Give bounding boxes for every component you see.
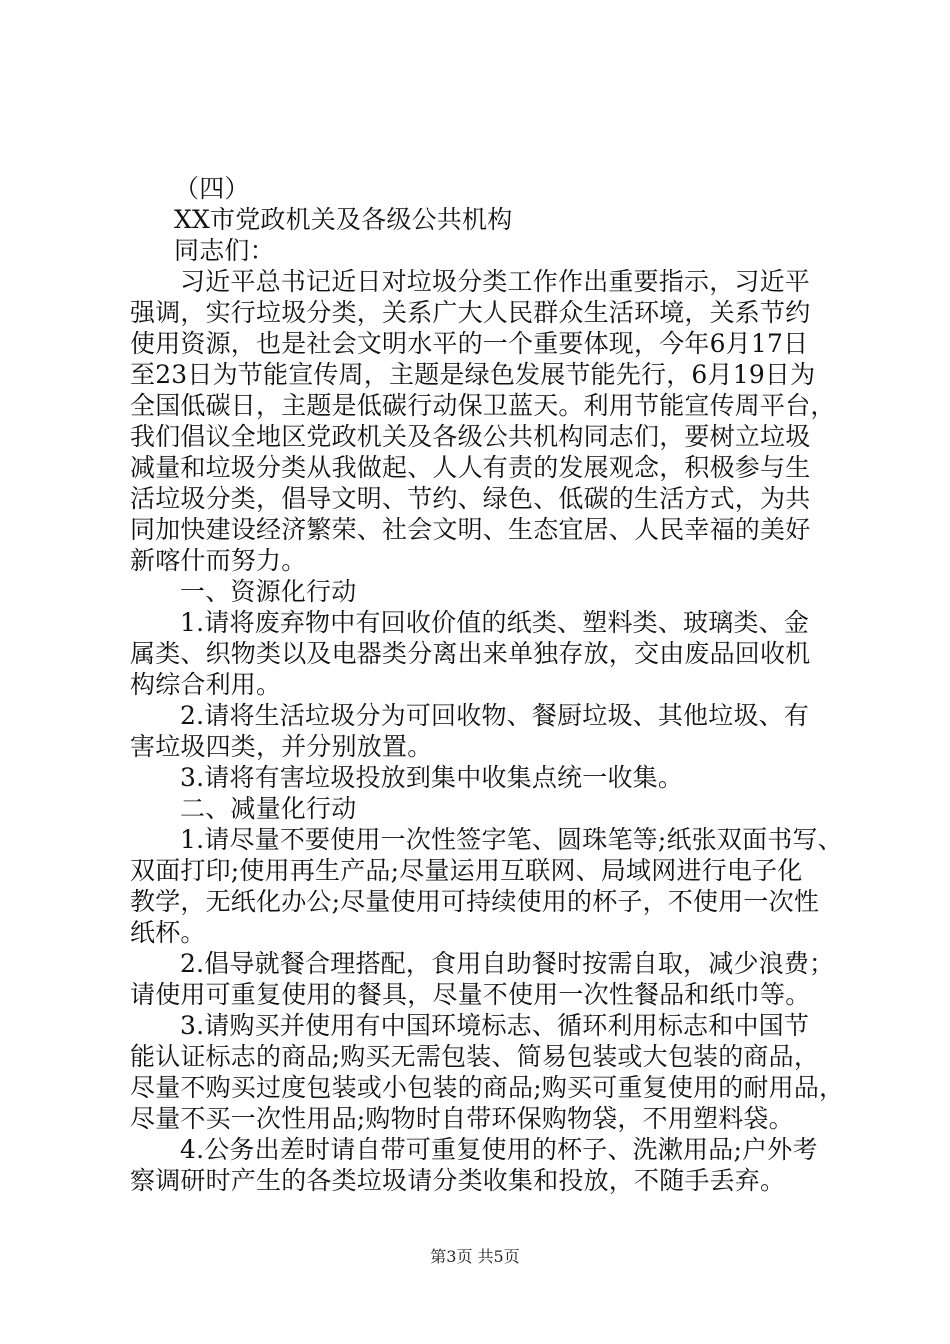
intro-line: 我们倡议全地区党政机关及各级公共机构同志们，要树立垃圾 [130,422,811,451]
section1-item-line: 1.请将废弃物中有回收价值的纸类、塑料类、玻璃类、金 [180,608,810,637]
section2-item-line: 3.请购买并使用有中国环境标志、循环利用标志和中国节 [180,1011,810,1040]
section2-item-line: 4.公务出差时请自带可重复使用的杯子、洗漱用品;户外考 [180,1135,818,1164]
section1-item-line: 2.请将生活垃圾分为可回收物、餐厨垃圾、其他垃圾、有 [180,701,810,730]
page-footer: 第3页 共5页 [430,1247,520,1266]
intro-paragraph [130,266,836,576]
intro-line: 同加快建设经济繁荣、社会文明、生态宜居、人民幸福的美好 [130,515,811,544]
section1-item [130,607,830,700]
section2-item [130,1010,845,1134]
section2-item-line: 2.倡导就餐合理搭配，食用自助餐时按需自取，减少浪费； [180,949,835,978]
section2-item-line: 纸杯。 [130,918,206,947]
section1-item [130,762,830,793]
addressee: XX市党政机关及各级公共机构 [174,205,513,234]
intro-line: 使用资源，也是社会文明水平的一个重要体现，今年6月17日 [130,329,809,358]
intro-line: 至23日为节能宣传周，主题是绿色发展节能先行，6月19日为 [130,360,816,389]
intro-line: 减量和垃圾分类从我做起、人人有责的发展观念，积极参与生 [130,453,811,482]
document-body [130,173,845,1196]
section-marker: （四） [174,174,250,203]
section1-item-line: 害垃圾四类，并分别放置。 [130,732,433,761]
section2-item-line: 双面打印;使用再生产品;尽量运用互联网、局域网进行电子化 [130,856,803,885]
intro-line: 强调，实行垃圾分类，关系广大人民群众生活环境，关系节约 [130,298,811,327]
intro-line: 新喀什而努力。 [130,546,307,575]
salutation: 同志们： [174,236,275,265]
intro-line: 习近平总书记近日对垃圾分类工作作出重要指示，习近平 [180,267,811,296]
section2-item-line: 察调研时产生的各类垃圾请分类收集和投放，不随手丢弃。 [130,1166,786,1195]
section1-items [130,607,830,793]
section2-item-line: 尽量不购买过度包装或小包装的商品;购买可重复使用的耐用品， [130,1073,845,1102]
section1-item-line: 构综合利用。 [130,670,282,699]
intro-line: 全国低碳日，主题是低碳行动保卫蓝天。利用节能宣传周平台， [130,391,836,420]
section2-item-line: 教学，无纸化办公;尽量使用可持续使用的杯子，不使用一次性 [130,887,820,916]
section2-item [130,824,843,948]
section1-item-line: 3.请将有害垃圾投放到集中收集点统一收集。 [180,763,684,792]
section2-item [130,948,835,1010]
section1-item-line: 属类、织物类以及电器类分离出来单独存放，交由废品回收机 [130,639,811,668]
section2-items [130,824,845,1196]
section2-item-line: 能认证标志的商品;购买无需包装、简易包装或大包装的商品， [130,1042,820,1071]
section2-heading: 二、减量化行动 [180,794,357,823]
section2-item [130,1134,830,1196]
section2-item-line: 1.请尽量不要使用一次性签字笔、圆珠笔等;纸张双面书写、 [180,825,843,854]
section1-heading: 一、资源化行动 [180,577,357,606]
section1-item [130,700,830,762]
intro-line: 活垃圾分类，倡导文明、节约、绿色、低碳的生活方式，为共 [130,484,811,513]
section2-item-line: 尽量不买一次性用品;购物时自带环保购物袋，不用塑料袋。 [130,1104,794,1133]
section2-item-line: 请使用可重复使用的餐具，尽量不使用一次性餐品和纸巾等。 [130,980,811,1009]
